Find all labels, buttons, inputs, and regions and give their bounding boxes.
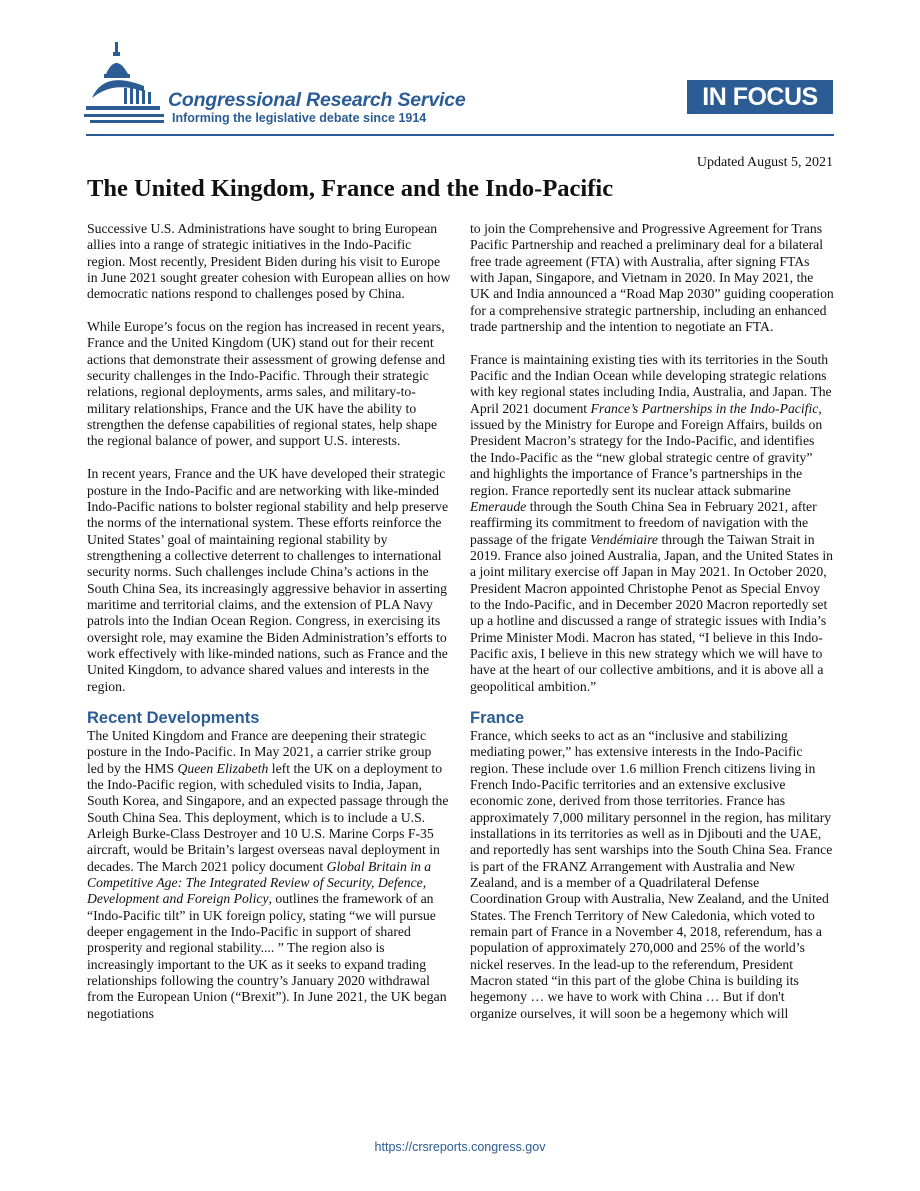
submarine-name: Emeraude: [470, 498, 527, 514]
capitol-dome-icon: [84, 40, 164, 132]
page-title: The United Kingdom, France and the Indo-Pacific: [87, 175, 614, 202]
org-name: Congressional Research Service: [168, 89, 466, 111]
header-rule: [86, 134, 834, 136]
paragraph: France is maintaining existing ties with its territories in the South Pacific and the Indian Ocean while developing strategic relations with key regional states including India, Australia, and Japan. The April 2021 document France’s Partnerships in the Indo-Pacific, issued by the Ministry for Europe and Foreign Affairs, builds on President Macron’s strategy for the Indo-Pacific, and identifies the Indo-Pacific as the “new global strategic centre of gravity” and highlights the importance of France’s partnerships in the region. France reportedly sent its nuclear attack submarine Emeraude through the South China Sea in February 2021, after reaffirming its commitment to freedom of navigation with the passage of the frigate Vendémiaire through the Taiwan Strait in 2019. France also joined Australia, Japan, and the United States in a joint military exercise off Japan in May 2021. In October 2020, President Macron appointed Christophe Penot as Special Envoy to the Indo-Pacific, and in December 2020 Macron reportedly set up a hotline and discussed a range of strategic issues with India’s Prime Minister Modi. Macron has stated, “I believe in this Indo-Pacific axis, I believe in this new strategy which we will have to have at the heart of our collective ambitions, and it is above all a geopolitical ambition.”: [470, 351, 834, 694]
ship-name: Queen Elizabeth: [177, 760, 269, 776]
document-title: Global Britain in a Competitive Age: The Integrated Review of Security, Defence, Development and Foreign Policy: [87, 858, 432, 907]
org-tagline: Informing the legislative debate since 1914: [172, 111, 427, 125]
frigate-name: Vendémiaire: [590, 531, 659, 547]
paragraph: France, which seeks to act as an “inclusive and stabilizing mediating power,” has extensive interests in the Indo-Pacific region. These include over 1.6 million French citizens living in French Indo-Pacific territories and an extensive exclusive economic zone, derived from those territories. France has approximately 7,000 military personnel in the region, has military installations in its territories as well as in Djibouti and the UAE, and reportedly has sent warships into the South China Sea. France is part of the FRANZ Arrangement with Australia and New Zealand, and is a member of a Quadrilateral Defense Coordination Group with Australia, New Zealand, and the United States. The French Territory of New Caledonia, which voted to remain part of France in a November 4, 2018, referendum, has a population of approximately 270,000 and 25% of the world’s nickel reserves. In the lead-up to the referendum, President Macron stated “in this part of the globe China is building its hegemony … we have to work with China … But if don't organize ourselves, it will soon be a hegemony which will: [470, 727, 833, 1021]
right-column: [470, 221, 834, 1022]
document-title: France’s Partnerships in the Indo-Pacific: [590, 400, 819, 416]
section-heading-recent-developments: Recent Developments: [87, 708, 260, 727]
left-column: [87, 221, 451, 1022]
section-heading-france: France: [470, 708, 525, 727]
paragraph: While Europe’s focus on the region has increased in recent years, France and the United Kingdom (UK) stand out for their recent actions that demonstrate their assessment of growing defense and security challenges in the Indo-Pacific. Through their strategic relations, regional deployments, arms sales, and military-to-military relationships, France and the UK have the ability to strengthen the defense capabilities of regional states, help shape the regional balance of power, and support U.S. interests.: [87, 319, 446, 449]
paragraph: The United Kingdom and France are deepening their strategic posture in the Indo-Pacific. In May 2021, a carrier strike group led by the HMS Queen Elizabeth left the UK on a deployment to the Indo-Pacific region, with scheduled visits to India, Japan, South Korea, and Singapore, and an expected passage through the South China Sea. This deployment, which is to include a U.S. Arleigh Burke-Class Destroyer and 10 U.S. Marine Corps F-35 aircraft, would be Britain’s largest overseas naval deployment in decades. The March 2021 policy document Global Britain in a Competitive Age: The Integrated Review of Security, Defence, Development and Foreign Policy, outlines the framework of an “Indo-Pacific tilt” in UK foreign policy, stating “we will pursue deeper engagement in the Indo-Pacific in support of shared prosperity and regional stability.... ” The region also is increasingly important to the UK as it seeks to expand trading relationships following the country’s January 2020 withdrawal from the European Union (“Brexit”). In June 2021, the UK began negotiations: [87, 727, 449, 1021]
paragraph: to join the Comprehensive and Progressive Agreement for Trans Pacific Partnership and reached a preliminary deal for a bilateral free trade agreement (FTA) with Australia, after signing FTAs with Japan, Singapore, and Vietnam in 2020. In May 2021, the UK and India announced a “Road Map 2030” guiding cooperation for a comprehensive strategic partnership, including an enhanced trade partnership and the intention to negotiate an FTA.: [470, 221, 834, 335]
paragraph: In recent years, France and the UK have developed their strategic posture in the Indo-Pacific and are networking with like-minded Indo-Pacific nations to bolster regional stability and help preserve the norms of the international system. These efforts reinforce the United States’ goal of maintaining regional stability by strengthening a collective deterrent to challenges to international security norms. Such challenges include China’s actions in the South China Sea, its increasingly aggressive behavior in asserting maritime and territorial claims, and the extension of PLA Navy patrols into the Indian Ocean Region. Congress, in exercising its oversight role, may examine the Biden Administration’s efforts to work effectively with like-minded nations, such as France and the United Kingdom, to advance shared values and interests in the region.: [87, 466, 449, 694]
updated-date: Updated August 5, 2021: [696, 155, 833, 170]
footer-url[interactable]: https://crsreports.congress.gov: [374, 1140, 546, 1154]
paragraph: Successive U.S. Administrations have sought to bring European allies into a range of strategic initiatives in the Indo-Pacific region. Most recently, President Biden during his visit to Europe in June 2021 sought greater cohesion with European allies on how democratic nations respond to challenges posed by China.: [87, 221, 451, 302]
in-focus-badge: IN FOCUS: [687, 80, 833, 114]
